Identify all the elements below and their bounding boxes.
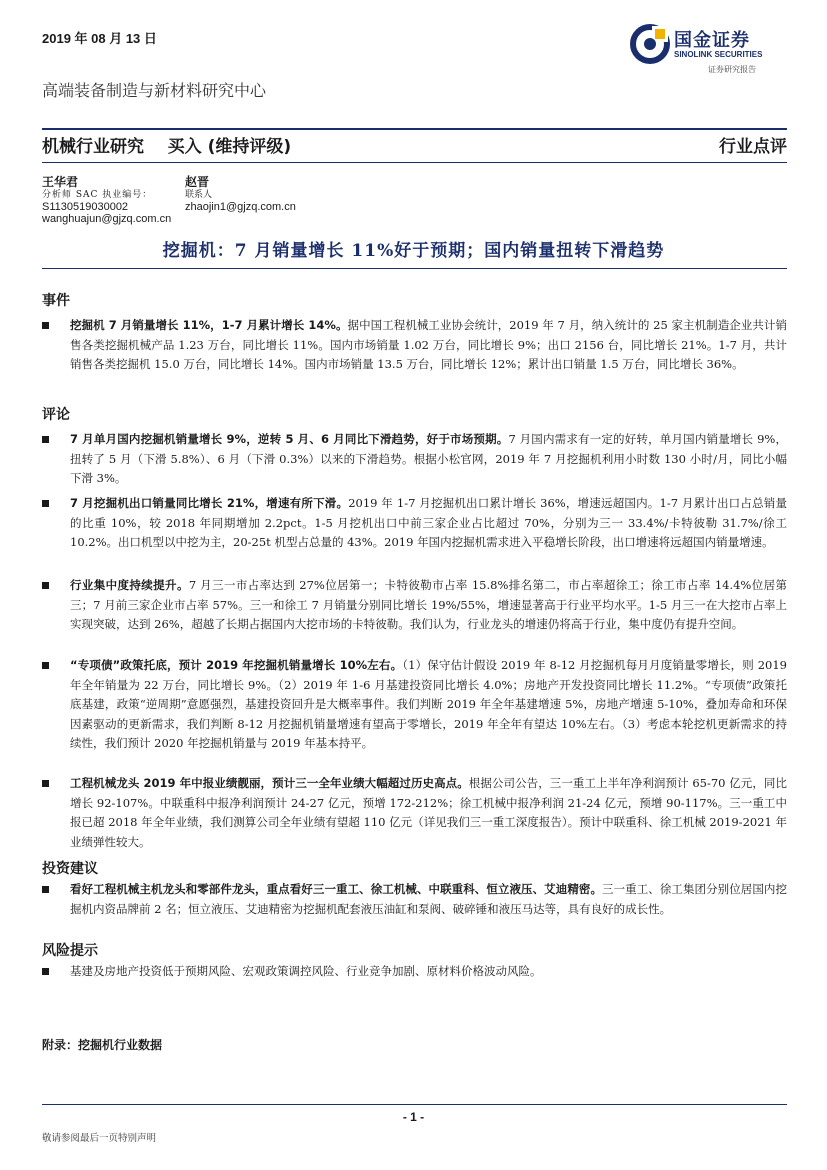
appendix-label: 附录：挖掘机行业数据 <box>42 1038 163 1052</box>
author-2-role: 联系人 <box>185 190 213 200</box>
item-lead: 7 月挖掘机出口销量同比增长 21%，增速有所下滑。 <box>70 496 349 510</box>
item-text: （1）保守估计假设 2019 年 8-12 月挖掘机每月月度销量零增长，则 2019 年全年销量为 22 万台，同比增长 9%。（2）2019 年 1-6 月基建投资同比增长 4.0%；房地产开发投资同比增长 11.2%。“专项债”政策托底基建，政策“逆周期”意愿强烈，基建投资回升是大概率事件。我们判断 2019 年全年基建增速 5%，房地产增速 5-10%，叠加寿命和环保因素驱动的更新需求，我们判断 8-12 月挖掘机销量增速有望高于零增长，2019 年全年有望达 10%左右。（3）考虑本轮挖机更新需求的持续性，我们预计 2020 年挖掘机销量与 2019 年基本持平。 <box>70 658 787 750</box>
comment-item <box>42 656 787 754</box>
author-1-name: 王华君 <box>42 175 79 189</box>
bullet-icon <box>42 582 49 589</box>
bullet-icon <box>42 886 49 893</box>
comment-item <box>42 494 787 553</box>
item-text: 7 月国内需求有一定的好转，单月国内销量增长 9%，扭转了 5 月（下滑 5.8%）、6 月（下滑 0.3%）以来的下滑趋势。根据小松官网，2019 年 7 月挖掘机利用小时数 130 小时/月，同比小幅下滑 3%。 <box>70 432 787 485</box>
comment-item <box>42 430 787 489</box>
report-date: 2019 年 08 月 13 日 <box>42 31 157 46</box>
author-2-email[interactable]: zhaojin1@gjzq.com.cn <box>185 201 296 213</box>
item-lead: 行业集中度持续提升。 <box>70 578 189 592</box>
author-1-id: S1130519030002 <box>42 201 129 213</box>
research-center: 高端装备制造与新材料研究中心 <box>42 81 267 100</box>
item-lead: “专项债”政策托底，预计 2019 年挖掘机销量增长 10%左右。 <box>70 658 403 672</box>
comment-item <box>42 774 787 852</box>
author-1-email[interactable]: wanghuajun@gjzq.com.cn <box>42 213 172 225</box>
bullet-icon <box>42 500 49 507</box>
section-advice: 投资建议 <box>42 861 98 877</box>
logo-english-name: SINOLINK SECURITIES <box>674 50 763 59</box>
item-lead: 工程机械龙头 2019 年中报业绩靓丽，预计三一全年业绩大幅超过历史高点。 <box>70 776 469 790</box>
risk-item <box>42 962 787 982</box>
author-1 <box>42 176 171 225</box>
item-text: 根据公司公告，三一重工上半年净利润预计 65-70 亿元，同比增长 92-107%。中联重科中报净利润预计 24-27 亿元，预增 172-212%；徐工机械中报净利润 21-24 亿元，预增 90-117%。三一重工中报已超 2018 年全年业绩，我们测算公司全年业绩有望超 110 亿元（详见我们三一重工深度报告）。预计中联重科、徐工机械 2019-2021 年业绩弹性较大。 <box>70 776 787 849</box>
bullet-icon <box>42 780 49 787</box>
advice-item <box>42 880 787 919</box>
item-text: 三一重工、徐工集团分别位居国内挖掘机内资品牌前 2 名；恒立液压、艾迪精密为挖掘机配套液压油缸和泵阀、破碎锤和液压马达等，具有良好的成长性。 <box>70 882 787 916</box>
author-2-name: 赵晋 <box>185 175 210 189</box>
footer-disclaimer: 敬请参阅最后一页特别声明 <box>42 1133 157 1144</box>
report-type: 行业点评 <box>719 137 787 157</box>
bullet-icon <box>42 436 49 443</box>
item-lead: 7 月单月国内挖掘机销量增长 9%，逆转 5 月、6 月同比下滑趋势，好于市场预期。 <box>70 432 509 446</box>
comment-item <box>42 576 787 635</box>
industry-rating: 机械行业研究 买入 (维持评级) <box>42 137 292 157</box>
event-item <box>42 316 787 375</box>
page-number: - 1 - <box>402 1110 425 1124</box>
item-text: 7 月三一市占率达到 27%位居第一；卡特彼勒市占率 15.8%排名第二，市占率超徐工；徐工市占率 14.4%位居第三；7 月前三家企业市占率 57%。三一和徐工 7 月销量分别同比增长 19%/55%，增速显著高于行业平均水平。1-5 月三一在大挖市占率上实现突破，达到 26%，超越了长期占据国内大挖市场的卡特彼勒。我们认为，行业龙头的增速仍将高于行业，集中度仍有提升空间。 <box>70 578 787 631</box>
item-text: 据中国工程机械工业协会统计，2019 年 7 月，纳入统计的 25 家主机制造企业共计销售各类挖掘机械产品 1.23 万台，同比增长 11%。国内市场销量 1.02 万台，同比增长 9%；出口 2156 台，同比增长 21%。1-7 月，共计销售各类挖掘机 15.0 万台，同比增长 14%。国内市场销量 13.5 万台，同比增长 12%；累计出口销量 1.5 万台，同比增长 36%。 <box>70 318 787 371</box>
item-lead: 挖掘机 7 月销量增长 11%，1-7 月累计增长 14%。 <box>70 318 348 332</box>
bullet-icon <box>42 662 49 669</box>
logo-name: 国金证券 <box>674 30 750 51</box>
section-risk: 风险提示 <box>42 943 98 959</box>
header-bar <box>42 128 787 163</box>
footer-divider <box>42 1104 787 1105</box>
title-divider <box>42 268 787 269</box>
section-event: 事件 <box>42 293 70 309</box>
author-2 <box>185 176 296 213</box>
logo-subtitle: 证券研究报告 <box>708 65 756 74</box>
section-comment: 评论 <box>42 407 70 423</box>
item-text: 2019 年 1-7 月挖掘机出口累计增长 36%，增速远超国内。1-7 月累计出口占总销量的比重 10%，较 2018 年同期增加 2.2pct。1-5 月挖机出口中前三家企业占比超过 70%，分别为三一 33.4%/卡特彼勒 31.7%/徐工 10.2%。出口机型以中挖为主，20-25t 机型占总量的 43%。2019 年国内挖掘机需求进入平稳增长阶段，出口增速将远超国内销量增速。 <box>70 496 787 549</box>
author-1-role: 分析师 SAC 执业编号： <box>42 190 153 200</box>
bullet-icon <box>42 322 49 329</box>
item-text: 基建及房地产投资低于预期风险、宏观政策调控风险、行业竞争加剧、原材料价格波动风险。 <box>70 964 542 978</box>
item-lead: 看好工程机械主机龙头和零部件龙头，重点看好三一重工、徐工机械、中联重科、恒立液压、艾迪精密。 <box>70 882 603 896</box>
report-title: 挖掘机：7 月销量增长 11%好于预期；国内销量扭转下滑趋势 <box>162 241 665 261</box>
bullet-icon <box>42 968 49 975</box>
logo-mark-icon <box>630 24 670 64</box>
